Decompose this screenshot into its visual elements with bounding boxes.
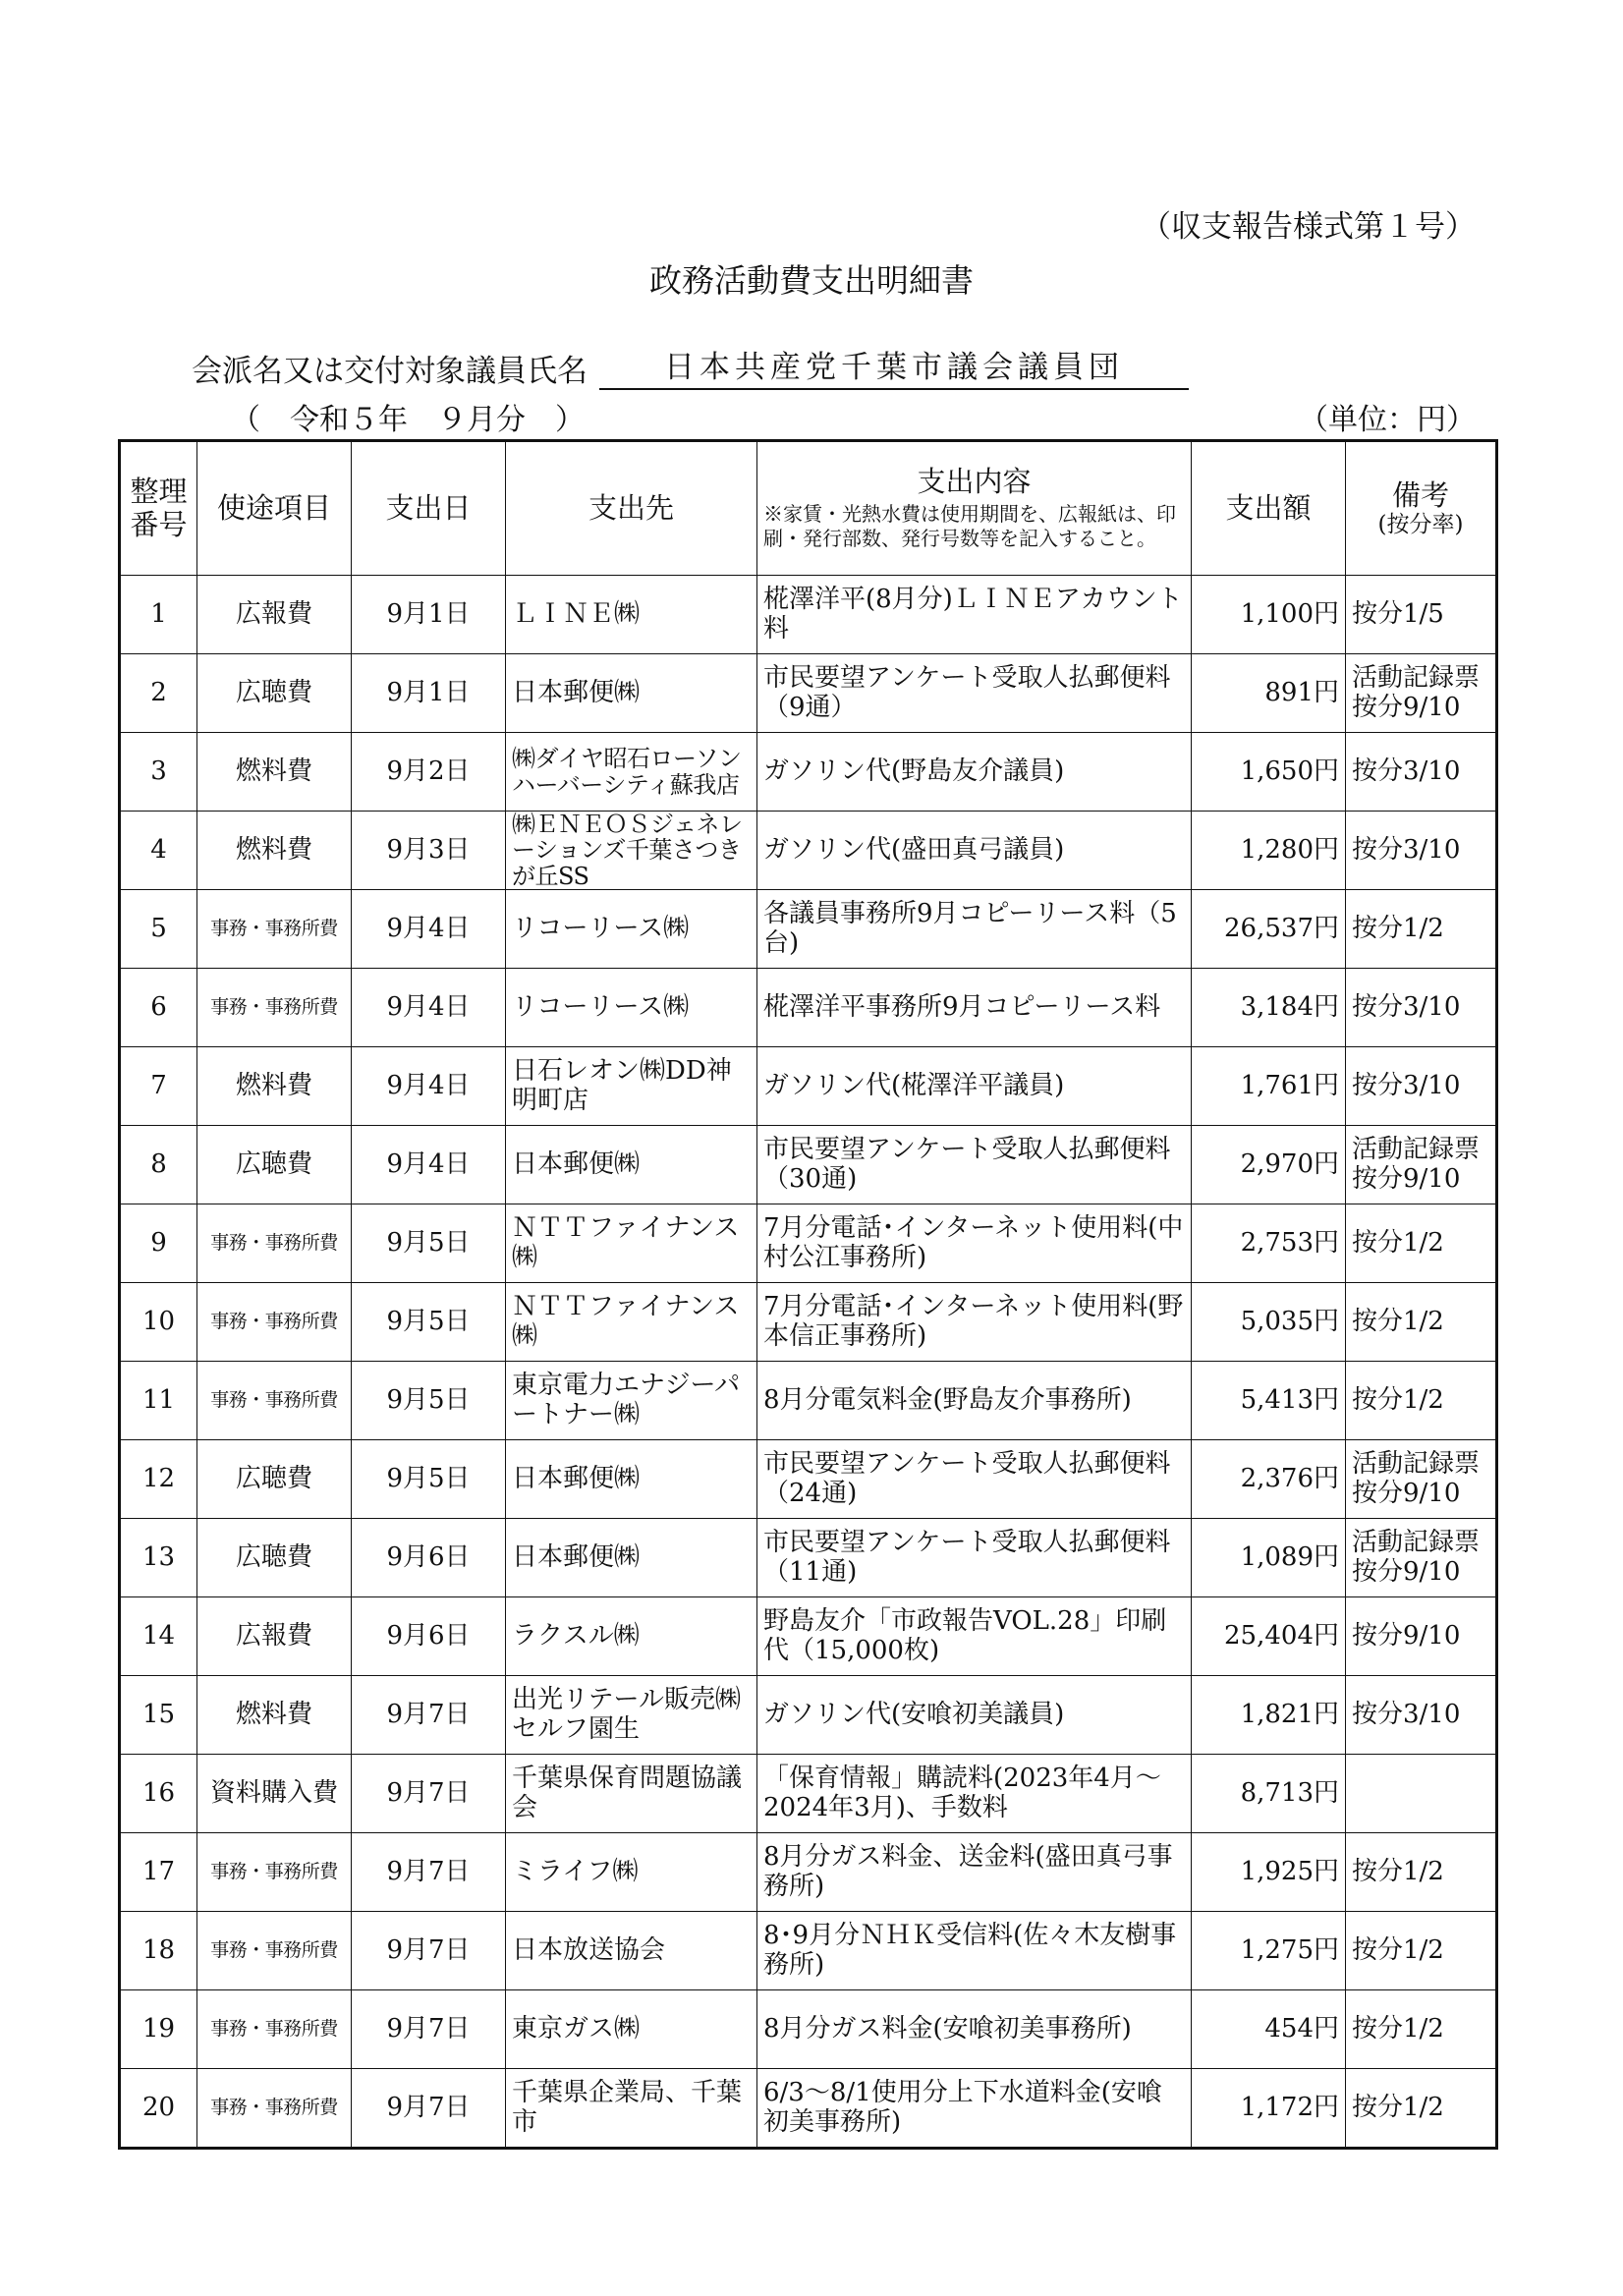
row-number: 17 bbox=[120, 1833, 197, 1912]
row-item: 事務・事務所費 bbox=[197, 1833, 352, 1912]
row-date: 9月3日 bbox=[352, 812, 506, 890]
table-row bbox=[120, 890, 1497, 969]
row-date: 9月1日 bbox=[352, 576, 506, 654]
row-date: 9月7日 bbox=[352, 1990, 506, 2069]
row-date: 9月1日 bbox=[352, 654, 506, 733]
row-content: 8月分ガス料金、送金料(盛田真弓事務所) bbox=[757, 1833, 1192, 1912]
row-payee: 東京電力エナジーパートナー㈱ bbox=[506, 1362, 757, 1440]
row-item: 燃料費 bbox=[197, 1676, 352, 1755]
row-number: 9 bbox=[120, 1204, 197, 1283]
row-number: 7 bbox=[120, 1047, 197, 1126]
row-remark: 活動記録票 按分9/10 bbox=[1346, 1519, 1497, 1597]
table-row bbox=[120, 1597, 1497, 1676]
row-payee: 東京ガス㈱ bbox=[506, 1990, 757, 2069]
row-date: 9月7日 bbox=[352, 1676, 506, 1755]
row-remark: 活動記録票 按分9/10 bbox=[1346, 1126, 1497, 1204]
row-date: 9月6日 bbox=[352, 1519, 506, 1597]
row-remark: 活動記録票 按分9/10 bbox=[1346, 654, 1497, 733]
row-number: 8 bbox=[120, 1126, 197, 1204]
row-amount: 25,404円 bbox=[1192, 1597, 1346, 1676]
row-remark: 按分3/10 bbox=[1346, 733, 1497, 812]
row-amount: 8,713円 bbox=[1192, 1755, 1346, 1833]
header-no bbox=[120, 441, 197, 576]
header-no-label: 整理番号 bbox=[130, 475, 188, 541]
row-date: 9月6日 bbox=[352, 1597, 506, 1676]
row-content: 椛澤洋平事務所9月コピーリース料 bbox=[757, 969, 1192, 1047]
row-remark: 按分1/2 bbox=[1346, 1912, 1497, 1990]
row-payee: ㈱ＥＮＥＯＳジェネレーションズ千葉さつきが丘SS bbox=[506, 812, 757, 890]
party-row bbox=[192, 342, 1189, 390]
row-amount: 1,650円 bbox=[1192, 733, 1346, 812]
row-content: 8月分ガス料金(安喰初美事務所) bbox=[757, 1990, 1192, 2069]
row-payee: ミライフ㈱ bbox=[506, 1833, 757, 1912]
row-amount: 3,184円 bbox=[1192, 969, 1346, 1047]
row-remark: 按分3/10 bbox=[1346, 812, 1497, 890]
row-item: 事務・事務所費 bbox=[197, 1912, 352, 1990]
row-number: 16 bbox=[120, 1755, 197, 1833]
row-item: 事務・事務所費 bbox=[197, 1362, 352, 1440]
row-remark: 按分3/10 bbox=[1346, 1047, 1497, 1126]
row-content: ガソリン代(野島友介議員) bbox=[757, 733, 1192, 812]
header-remark bbox=[1346, 441, 1497, 576]
row-number: 2 bbox=[120, 654, 197, 733]
unit-label: （単位：円） bbox=[1299, 403, 1476, 437]
row-number: 19 bbox=[120, 1990, 197, 2069]
row-number: 1 bbox=[120, 576, 197, 654]
row-date: 9月5日 bbox=[352, 1440, 506, 1519]
header-content-note: ※家賃・光熱水費は使用期間を、広報紙は、印刷・発行部数、発行号数等を記入すること。 bbox=[763, 502, 1176, 551]
header-amount: 支出額 bbox=[1192, 441, 1346, 576]
header-content bbox=[757, 441, 1192, 576]
row-date: 9月4日 bbox=[352, 1126, 506, 1204]
row-content: 8月分電気料金(野島友介事務所) bbox=[757, 1362, 1192, 1440]
row-remark: 按分1/2 bbox=[1346, 1990, 1497, 2069]
row-payee: 日本郵便㈱ bbox=[506, 1440, 757, 1519]
table-row bbox=[120, 1204, 1497, 1283]
row-amount: 5,413円 bbox=[1192, 1362, 1346, 1440]
table-row bbox=[120, 1362, 1497, 1440]
row-amount: 1,172円 bbox=[1192, 2069, 1346, 2149]
row-amount: 1,761円 bbox=[1192, 1047, 1346, 1126]
row-payee: ラクスル㈱ bbox=[506, 1597, 757, 1676]
row-number: 18 bbox=[120, 1912, 197, 1990]
row-amount: 454円 bbox=[1192, 1990, 1346, 2069]
row-payee: ㈱ダイヤ昭石ローソンハーバーシティ蘇我店 bbox=[506, 733, 757, 812]
row-amount: 1,821円 bbox=[1192, 1676, 1346, 1755]
row-item: 事務・事務所費 bbox=[197, 890, 352, 969]
row-remark: 按分3/10 bbox=[1346, 969, 1497, 1047]
row-content: 7月分電話･インターネット使用料(野本信正事務所) bbox=[757, 1283, 1192, 1362]
table-row bbox=[120, 1283, 1497, 1362]
party-label: 会派名又は交付対象議員氏名 bbox=[192, 354, 588, 389]
row-item: 資料購入費 bbox=[197, 1755, 352, 1833]
row-content: 市民要望アンケート受取人払郵便料（30通) bbox=[757, 1126, 1192, 1204]
row-remark: 按分1/2 bbox=[1346, 1283, 1497, 1362]
table-row bbox=[120, 969, 1497, 1047]
row-item: 燃料費 bbox=[197, 733, 352, 812]
table-row bbox=[120, 733, 1497, 812]
row-date: 9月2日 bbox=[352, 733, 506, 812]
row-amount: 1,100円 bbox=[1192, 576, 1346, 654]
row-payee: ＮＴＴファイナンス㈱ bbox=[506, 1204, 757, 1283]
row-date: 9月5日 bbox=[352, 1362, 506, 1440]
row-item: 事務・事務所費 bbox=[197, 1283, 352, 1362]
table-row bbox=[120, 654, 1497, 733]
row-amount: 2,970円 bbox=[1192, 1126, 1346, 1204]
row-amount: 2,376円 bbox=[1192, 1440, 1346, 1519]
table-row bbox=[120, 1519, 1497, 1597]
form-number: （収支報告様式第１号） bbox=[1141, 209, 1476, 245]
row-payee: 日石レオン㈱DD神明町店 bbox=[506, 1047, 757, 1126]
row-content: 市民要望アンケート受取人払郵便料（9通） bbox=[757, 654, 1192, 733]
row-item: 広聴費 bbox=[197, 654, 352, 733]
row-content: ガソリン代(盛田真弓議員) bbox=[757, 812, 1192, 890]
table-row bbox=[120, 1676, 1497, 1755]
row-content: 市民要望アンケート受取人払郵便料（11通) bbox=[757, 1519, 1192, 1597]
row-amount: 1,925円 bbox=[1192, 1833, 1346, 1912]
row-date: 9月7日 bbox=[352, 1833, 506, 1912]
table-row bbox=[120, 2069, 1497, 2149]
row-number: 13 bbox=[120, 1519, 197, 1597]
row-remark: 活動記録票 按分9/10 bbox=[1346, 1440, 1497, 1519]
row-remark: 按分1/5 bbox=[1346, 576, 1497, 654]
document-title: 政務活動費支出明細書 bbox=[649, 261, 974, 300]
table-row bbox=[120, 1126, 1497, 1204]
row-content: 野島友介「市政報告VOL.28」印刷代（15,000枚) bbox=[757, 1597, 1192, 1676]
row-amount: 1,089円 bbox=[1192, 1519, 1346, 1597]
table-row bbox=[120, 576, 1497, 654]
header-remark-label: 備考 bbox=[1391, 477, 1449, 512]
row-amount: 1,275円 bbox=[1192, 1912, 1346, 1990]
party-name: 日本共産党千葉市議会議員団 bbox=[599, 342, 1189, 390]
row-number: 11 bbox=[120, 1362, 197, 1440]
table-row bbox=[120, 812, 1497, 890]
row-number: 12 bbox=[120, 1440, 197, 1519]
row-amount: 1,280円 bbox=[1192, 812, 1346, 890]
row-item: 事務・事務所費 bbox=[197, 2069, 352, 2149]
row-item: 広聴費 bbox=[197, 1126, 352, 1204]
row-payee: ＬＩＮＥ㈱ bbox=[506, 576, 757, 654]
row-date: 9月5日 bbox=[352, 1283, 506, 1362]
row-content: ガソリン代(椛澤洋平議員) bbox=[757, 1047, 1192, 1126]
row-payee: 日本放送協会 bbox=[506, 1912, 757, 1990]
row-item: 事務・事務所費 bbox=[197, 1204, 352, 1283]
row-number: 14 bbox=[120, 1597, 197, 1676]
row-item: 広聴費 bbox=[197, 1519, 352, 1597]
row-item: 事務・事務所費 bbox=[197, 969, 352, 1047]
header-content-label: 支出内容 bbox=[917, 464, 1032, 498]
row-date: 9月7日 bbox=[352, 1755, 506, 1833]
row-content: 7月分電話･インターネット使用料(中村公江事務所) bbox=[757, 1204, 1192, 1283]
row-content: 市民要望アンケート受取人払郵便料（24通) bbox=[757, 1440, 1192, 1519]
header-remark-sub: (按分率) bbox=[1377, 511, 1464, 537]
row-remark bbox=[1346, 1755, 1497, 1833]
row-amount: 891円 bbox=[1192, 654, 1346, 733]
expense-table bbox=[118, 439, 1498, 2150]
row-item: 燃料費 bbox=[197, 812, 352, 890]
row-number: 20 bbox=[120, 2069, 197, 2149]
table-row bbox=[120, 1755, 1497, 1833]
row-payee: リコーリース㈱ bbox=[506, 890, 757, 969]
row-payee: 日本郵便㈱ bbox=[506, 1126, 757, 1204]
row-content: 8･9月分ＮＨＫ受信料(佐々木友樹事務所) bbox=[757, 1912, 1192, 1990]
row-remark: 按分3/10 bbox=[1346, 1676, 1497, 1755]
row-date: 9月4日 bbox=[352, 890, 506, 969]
table-header bbox=[120, 441, 1497, 576]
row-content: 各議員事務所9月コピーリース料（5台) bbox=[757, 890, 1192, 969]
row-amount: 26,537円 bbox=[1192, 890, 1346, 969]
table-row bbox=[120, 1440, 1497, 1519]
row-content: 椛澤洋平(8月分)ＬＩＮＥアカウント料 bbox=[757, 576, 1192, 654]
row-remark: 按分1/2 bbox=[1346, 1362, 1497, 1440]
row-number: 4 bbox=[120, 812, 197, 890]
table-row bbox=[120, 1912, 1497, 1990]
row-date: 9月7日 bbox=[352, 1912, 506, 1990]
row-payee: 出光リテール販売㈱セルフ園生 bbox=[506, 1676, 757, 1755]
table-row bbox=[120, 1990, 1497, 2069]
row-date: 9月4日 bbox=[352, 1047, 506, 1126]
row-payee: 日本郵便㈱ bbox=[506, 654, 757, 733]
row-date: 9月4日 bbox=[352, 969, 506, 1047]
header-date: 支出日 bbox=[352, 441, 506, 576]
row-payee: 千葉県保育問題協議会 bbox=[506, 1755, 757, 1833]
row-content: 「保育情報」購読料(2023年4月～2024年3月)、手数料 bbox=[757, 1755, 1192, 1833]
row-item: 広報費 bbox=[197, 1597, 352, 1676]
row-number: 6 bbox=[120, 969, 197, 1047]
row-remark: 按分1/2 bbox=[1346, 1204, 1497, 1283]
row-amount: 2,753円 bbox=[1192, 1204, 1346, 1283]
table-body bbox=[120, 576, 1497, 2149]
row-remark: 按分1/2 bbox=[1346, 2069, 1497, 2149]
row-payee: 日本郵便㈱ bbox=[506, 1519, 757, 1597]
report-period: （ 令和５年 ９月分 ） bbox=[231, 403, 585, 437]
row-content: ガソリン代(安喰初美議員) bbox=[757, 1676, 1192, 1755]
row-payee: ＮＴＴファイナンス㈱ bbox=[506, 1283, 757, 1362]
row-item: 燃料費 bbox=[197, 1047, 352, 1126]
row-remark: 按分1/2 bbox=[1346, 1833, 1497, 1912]
row-remark: 按分9/10 bbox=[1346, 1597, 1497, 1676]
header-item: 使途項目 bbox=[197, 441, 352, 576]
row-number: 3 bbox=[120, 733, 197, 812]
row-amount: 5,035円 bbox=[1192, 1283, 1346, 1362]
row-number: 15 bbox=[120, 1676, 197, 1755]
row-item: 事務・事務所費 bbox=[197, 1990, 352, 2069]
row-content: 6/3～8/1使用分上下水道料金(安喰初美事務所) bbox=[757, 2069, 1192, 2149]
row-item: 広聴費 bbox=[197, 1440, 352, 1519]
row-payee: 千葉県企業局、千葉市 bbox=[506, 2069, 757, 2149]
row-remark: 按分1/2 bbox=[1346, 890, 1497, 969]
table-row bbox=[120, 1047, 1497, 1126]
row-date: 9月7日 bbox=[352, 2069, 506, 2149]
row-item: 広報費 bbox=[197, 576, 352, 654]
table-row bbox=[120, 1833, 1497, 1912]
header-payee: 支出先 bbox=[506, 441, 757, 576]
row-payee: リコーリース㈱ bbox=[506, 969, 757, 1047]
row-number: 5 bbox=[120, 890, 197, 969]
row-date: 9月5日 bbox=[352, 1204, 506, 1283]
row-number: 10 bbox=[120, 1283, 197, 1362]
